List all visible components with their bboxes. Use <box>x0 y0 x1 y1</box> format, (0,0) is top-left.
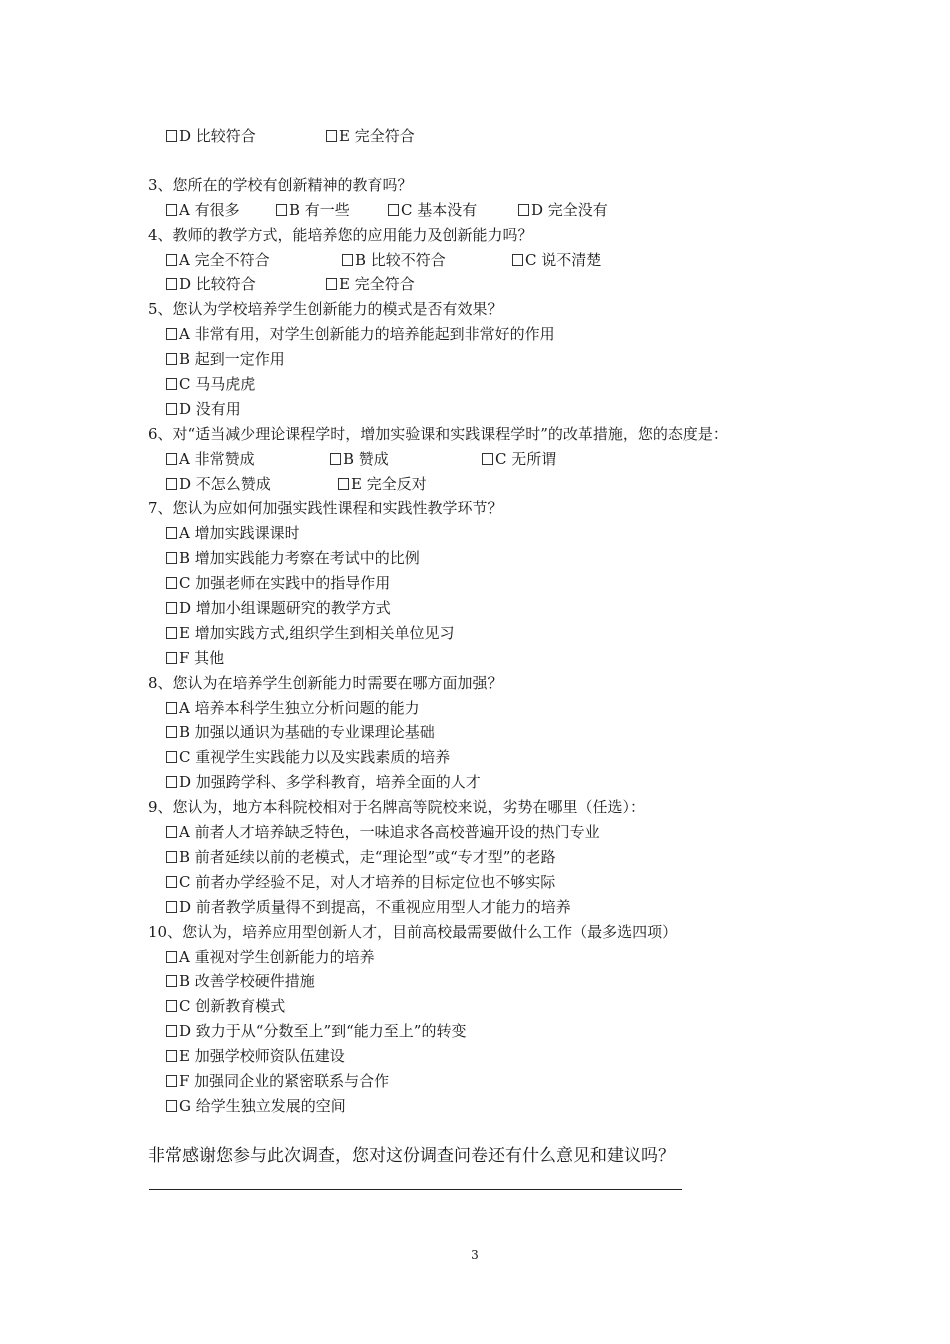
option[interactable]: A 前者人才培养缺乏特色，一味追求各高校普遍开设的热门专业 <box>148 820 848 845</box>
option[interactable]: D 比较符合 <box>166 272 326 297</box>
question-5: 5、您认为学校培养学生创新能力的模式是否有效果？ <box>148 300 503 319</box>
option[interactable]: C 说不清楚 <box>512 248 601 273</box>
checkbox-icon[interactable] <box>166 1025 177 1037</box>
option[interactable]: D 前者教学质量得不到提高，不重视应用型人才能力的培养 <box>148 895 848 920</box>
checkbox-icon[interactable] <box>166 975 177 987</box>
answer-line[interactable] <box>149 1189 682 1190</box>
option[interactable]: A 有很多 <box>166 198 276 223</box>
option[interactable]: A 重视对学生创新能力的培养 <box>148 945 848 970</box>
question-4: 4、教师的教学方式，能培养您的应用能力及创新能力吗？ <box>148 225 533 244</box>
checkbox-icon[interactable] <box>276 204 287 216</box>
question-10: 10、您认为，培养应用型创新人才，目前高校最需要做什么工作（最多选四项） <box>148 922 678 941</box>
option[interactable]: D 比较符合 <box>166 124 326 149</box>
checkbox-icon[interactable] <box>166 702 177 714</box>
checkbox-icon[interactable] <box>166 652 177 664</box>
question-6: 6、对“适当减少理论课程学时，增加实验课和实践课程学时”的改革措施，您的态度是： <box>148 424 728 443</box>
option[interactable]: D 致力于从“分数至上”到“能力至上”的转变 <box>148 1019 848 1044</box>
checkbox-icon[interactable] <box>166 726 177 738</box>
checkbox-icon[interactable] <box>166 826 177 838</box>
checkbox-icon[interactable] <box>166 254 177 266</box>
option[interactable]: A 培养本科学生独立分析问题的能力 <box>148 696 848 721</box>
checkbox-icon[interactable] <box>326 130 337 142</box>
option[interactable]: B 赞成 <box>330 447 482 472</box>
option[interactable]: B 加强以通识为基础的专业课理论基础 <box>148 720 848 745</box>
checkbox-icon[interactable] <box>166 577 177 589</box>
checkbox-icon[interactable] <box>166 453 177 465</box>
checkbox-icon[interactable] <box>166 901 177 913</box>
option[interactable]: B 比较不符合 <box>342 248 512 273</box>
option[interactable]: E 完全符合 <box>326 272 415 297</box>
checkbox-icon[interactable] <box>166 851 177 863</box>
option[interactable]: C 无所谓 <box>482 447 556 472</box>
option-row <box>148 447 848 472</box>
checkbox-icon[interactable] <box>166 1000 177 1012</box>
option[interactable]: C 重视学生实践能力以及实践素质的培养 <box>148 745 848 770</box>
checkbox-icon[interactable] <box>166 353 177 365</box>
checkbox-icon[interactable] <box>338 478 349 490</box>
checkbox-icon[interactable] <box>166 204 177 216</box>
option[interactable]: E 完全反对 <box>338 472 427 497</box>
option-row <box>148 124 848 149</box>
checkbox-icon[interactable] <box>166 478 177 490</box>
option[interactable]: C 加强老师在实践中的指导作用 <box>148 571 848 596</box>
question-7: 7、您认为应如何加强实践性课程和实践性教学环节？ <box>148 499 503 518</box>
option[interactable]: E 加强学校师资队伍建设 <box>148 1044 848 1069</box>
questionnaire-body <box>148 124 848 1119</box>
option-row <box>148 472 848 497</box>
option[interactable]: D 不怎么赞成 <box>166 472 338 497</box>
option-row <box>148 198 848 223</box>
checkbox-icon[interactable] <box>388 204 399 216</box>
checkbox-icon[interactable] <box>166 403 177 415</box>
option[interactable]: C 前者办学经验不足，对人才培养的目标定位也不够实际 <box>148 870 848 895</box>
option-row <box>148 272 848 297</box>
option[interactable]: A 非常赞成 <box>166 447 330 472</box>
option-row <box>148 248 848 273</box>
option[interactable]: B 有一些 <box>276 198 388 223</box>
checkbox-icon[interactable] <box>342 254 353 266</box>
question-3: 3、您所在的学校有创新精神的教育吗？ <box>148 175 413 194</box>
option[interactable]: D 没有用 <box>148 397 848 422</box>
option[interactable]: B 改善学校硬件措施 <box>148 969 848 994</box>
question-8: 8、您认为在培养学生创新能力时需要在哪方面加强？ <box>148 673 503 692</box>
checkbox-icon[interactable] <box>166 378 177 390</box>
option[interactable]: F 加强同企业的紧密联系与合作 <box>148 1069 848 1094</box>
checkbox-icon[interactable] <box>166 951 177 963</box>
option[interactable]: G 给学生独立发展的空间 <box>148 1094 848 1119</box>
option[interactable]: D 完全没有 <box>518 198 608 223</box>
checkbox-icon[interactable] <box>326 278 337 290</box>
option[interactable]: B 增加实践能力考察在考试中的比例 <box>148 546 848 571</box>
option[interactable]: D 加强跨学科、多学科教育，培养全面的人才 <box>148 770 848 795</box>
option[interactable]: C 创新教育模式 <box>148 994 848 1019</box>
checkbox-icon[interactable] <box>166 552 177 564</box>
checkbox-icon[interactable] <box>512 254 523 266</box>
checkbox-icon[interactable] <box>166 130 177 142</box>
closing-message: 非常感谢您参与此次调查，您对这份调查问卷还有什么意见和建议吗？ <box>148 1146 675 1166</box>
checkbox-icon[interactable] <box>166 1100 177 1112</box>
checkbox-icon[interactable] <box>482 453 493 465</box>
option[interactable]: F 其他 <box>148 646 848 671</box>
checkbox-icon[interactable] <box>166 876 177 888</box>
option[interactable]: B 前者延续以前的老模式，走“理论型”或“专才型”的老路 <box>148 845 848 870</box>
checkbox-icon[interactable] <box>166 1050 177 1062</box>
checkbox-icon[interactable] <box>166 1075 177 1087</box>
option[interactable]: A 完全不符合 <box>166 248 342 273</box>
checkbox-icon[interactable] <box>518 204 529 216</box>
option[interactable]: C 基本没有 <box>388 198 518 223</box>
option[interactable]: E 增加实践方式,组织学生到相关单位见习 <box>148 621 848 646</box>
page-number: 3 <box>471 1248 479 1262</box>
checkbox-icon[interactable] <box>330 453 341 465</box>
question-9: 9、您认为，地方本科院校相对于名牌高等院校来说，劣势在哪里（任选）： <box>148 798 646 817</box>
option[interactable]: A 非常有用，对学生创新能力的培养能起到非常好的作用 <box>148 322 848 347</box>
checkbox-icon[interactable] <box>166 602 177 614</box>
checkbox-icon[interactable] <box>166 776 177 788</box>
option[interactable]: B 起到一定作用 <box>148 347 848 372</box>
checkbox-icon[interactable] <box>166 278 177 290</box>
option[interactable]: C 马马虎虎 <box>148 372 848 397</box>
checkbox-icon[interactable] <box>166 627 177 639</box>
checkbox-icon[interactable] <box>166 751 177 763</box>
option[interactable]: E 完全符合 <box>326 124 415 149</box>
checkbox-icon[interactable] <box>166 328 177 340</box>
option[interactable]: A 增加实践课课时 <box>148 521 848 546</box>
option[interactable]: D 增加小组课题研究的教学方式 <box>148 596 848 621</box>
checkbox-icon[interactable] <box>166 527 177 539</box>
